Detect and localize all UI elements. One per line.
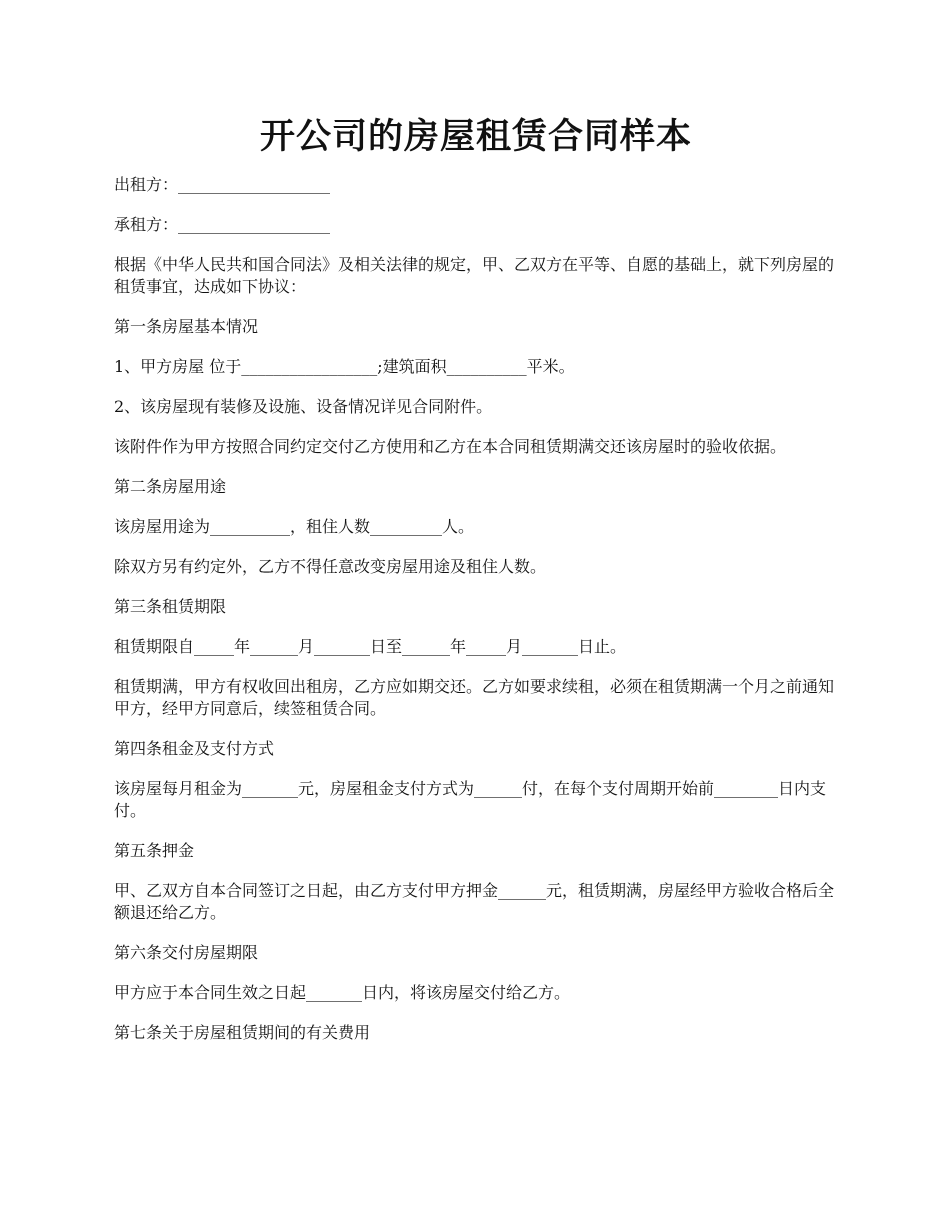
article-7-heading: 第七条关于房屋租赁期间的有关费用: [114, 1023, 371, 1042]
article-2-usage-line: 该房屋用途为__________，租住人数_________人。: [114, 517, 475, 536]
article-2-heading: 第二条房屋用途: [114, 477, 227, 496]
article-4-heading: 第四条租金及支付方式: [114, 739, 275, 758]
article-6-delivery: 甲方应于本合同生效之日起_______日内，将该房屋交付给乙方。: [114, 983, 571, 1002]
lessee-line: 承租方：___________________: [114, 215, 331, 234]
article-1-item-2: 2、该房屋现有装修及设施、设备情况详见合同附件。: [114, 397, 493, 416]
article-5-deposit: 甲、乙双方自本合同签订之日起，由乙方支付甲方押金______元，租赁期满，房屋经甲方验收合格后全额退还给乙方。: [114, 881, 835, 922]
article-5-heading: 第五条押金: [114, 841, 195, 860]
article-4-rent-line: 该房屋每月租金为_______元，房屋租金支付方式为______付，在每个支付周期开始前________日内支付。: [114, 779, 827, 820]
article-2-restriction: 除双方另有约定外，乙方不得任意改变房屋用途及租住人数。: [114, 557, 547, 576]
preamble-paragraph: 根据《中华人民共和国合同法》及相关法律的规定，甲、乙双方在平等、自愿的基础上，就下列房屋的租赁事宜，达成如下协议：: [114, 255, 835, 296]
document-title: 开公司的房屋租赁合同样本: [259, 116, 692, 157]
article-6-heading: 第六条交付房屋期限: [114, 943, 259, 962]
lessor-line: 出租方：___________________: [114, 175, 331, 194]
article-1-attachment-note: 该附件作为甲方按照合同约定交付乙方使用和乙方在本合同租赁期满交还该房屋时的验收依据。: [114, 437, 787, 456]
article-1-heading: 第一条房屋基本情况: [114, 317, 259, 336]
article-1-item-1: 1、甲方房屋 位于_________________;建筑面积__________平米。: [114, 357, 575, 376]
article-3-renewal: 租赁期满，甲方有权收回出租房，乙方应如期交还。乙方如要求续租，必须在租赁期满一个月之前通知甲方，经甲方同意后，续签租赁合同。: [114, 677, 835, 718]
article-3-heading: 第三条租赁期限: [114, 597, 227, 616]
article-3-term-line: 租赁期限自_____年______月_______日至______年_____月_______日止。: [114, 637, 627, 656]
